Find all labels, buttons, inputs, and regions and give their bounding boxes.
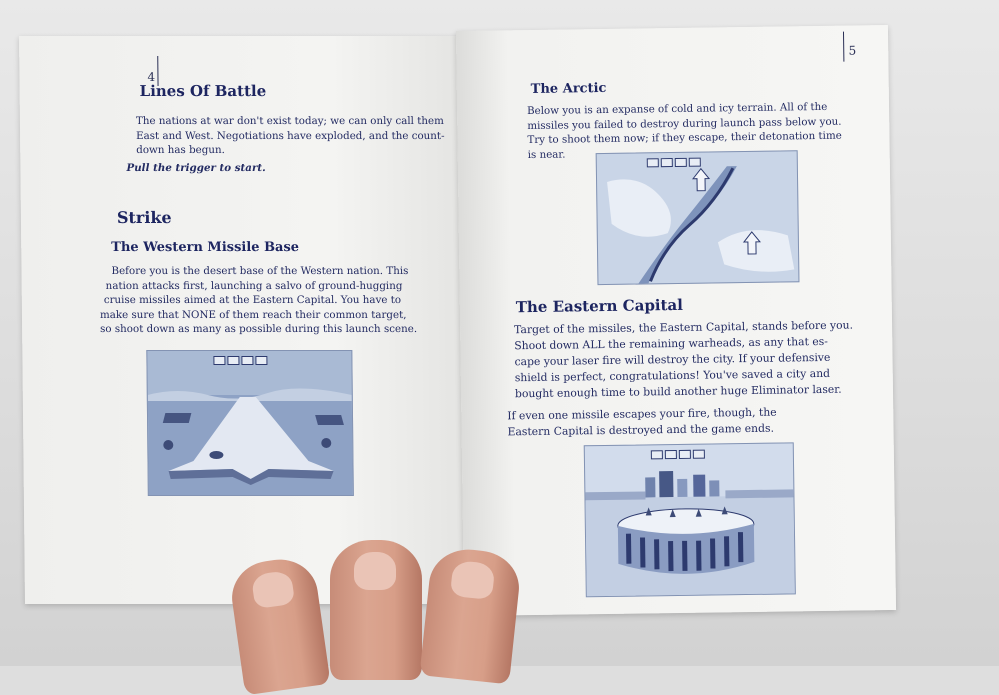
intro-line: down has begun.	[136, 144, 225, 157]
missile-line: cruise missiles aimed at the Eastern Capital. You have to	[103, 294, 402, 307]
strike-title: Strike	[116, 207, 172, 227]
arctic-line: Try to shoot them now; if they escape, their detonation time	[527, 129, 842, 147]
missile-base-paragraph	[99, 264, 440, 337]
capital-line: bought enough time to build another huge Eliminator laser.	[514, 382, 842, 401]
eastern-capital-screenshot	[584, 442, 796, 597]
eastern-capital-title: The Eastern Capital	[515, 295, 684, 317]
page-number-right: 5	[848, 43, 857, 58]
arctic-scene	[597, 151, 799, 284]
page-number-rule	[843, 32, 844, 62]
desert-base-scene	[147, 351, 352, 495]
ending-paragraph	[507, 403, 883, 440]
capital-line: shield is perfect, congratulations! You've saved a city and	[514, 366, 831, 385]
fingernail	[354, 552, 396, 590]
page-number-left: 4	[147, 69, 156, 84]
missile-line: nation attacks first, launching a salvo of ground-hugging	[105, 279, 403, 292]
right-page	[456, 25, 896, 616]
capital-line: cape your laser fire will destroy the city. If your defensive	[514, 350, 831, 369]
missile-line: make sure that NONE of them reach their common target,	[99, 308, 407, 321]
intro-line: The nations at war don't exist today; we can only call them	[135, 114, 444, 127]
finger	[330, 540, 422, 680]
capital-line: Target of the missiles, the Eastern Capital, stands before you.	[514, 318, 854, 337]
missile-line: Before you is the desert base of the Western nation. This	[111, 264, 409, 277]
arctic-screenshot	[596, 150, 800, 285]
fingernail	[251, 570, 295, 609]
arctic-line: Below you is an expanse of cold and icy terrain. All of the	[526, 100, 828, 118]
missile-base-title: The Western Missile Base	[111, 239, 300, 255]
city-shield-scene	[585, 443, 795, 596]
intro-line: East and West. Negotiations have exploded, and the count-	[136, 129, 445, 142]
missile-line: so shoot down as many as possible during this launch scene.	[100, 323, 418, 336]
ending-line: Eastern Capital is destroyed and the game ends.	[507, 421, 775, 439]
capital-line: Shoot down ALL the remaining warheads, as any that es-	[514, 334, 828, 353]
western-base-screenshot	[146, 350, 354, 496]
arctic-line: missiles you failed to destroy during launch pass below you.	[527, 115, 842, 132]
ending-line: If even one missile escapes your fire, though, the	[507, 405, 777, 423]
section-title-lines-of-battle: Lines Of Battle	[139, 81, 267, 100]
finger	[419, 546, 522, 685]
eastern-capital-paragraph	[514, 317, 891, 402]
arctic-title: The Arctic	[530, 80, 607, 98]
left-page	[19, 36, 470, 604]
instruction-booklet	[22, 28, 892, 618]
arctic-line: is near.	[527, 148, 566, 161]
intro-paragraph	[136, 114, 456, 158]
fingernail	[450, 560, 496, 600]
start-instruction: Pull the trigger to start.	[126, 161, 266, 174]
